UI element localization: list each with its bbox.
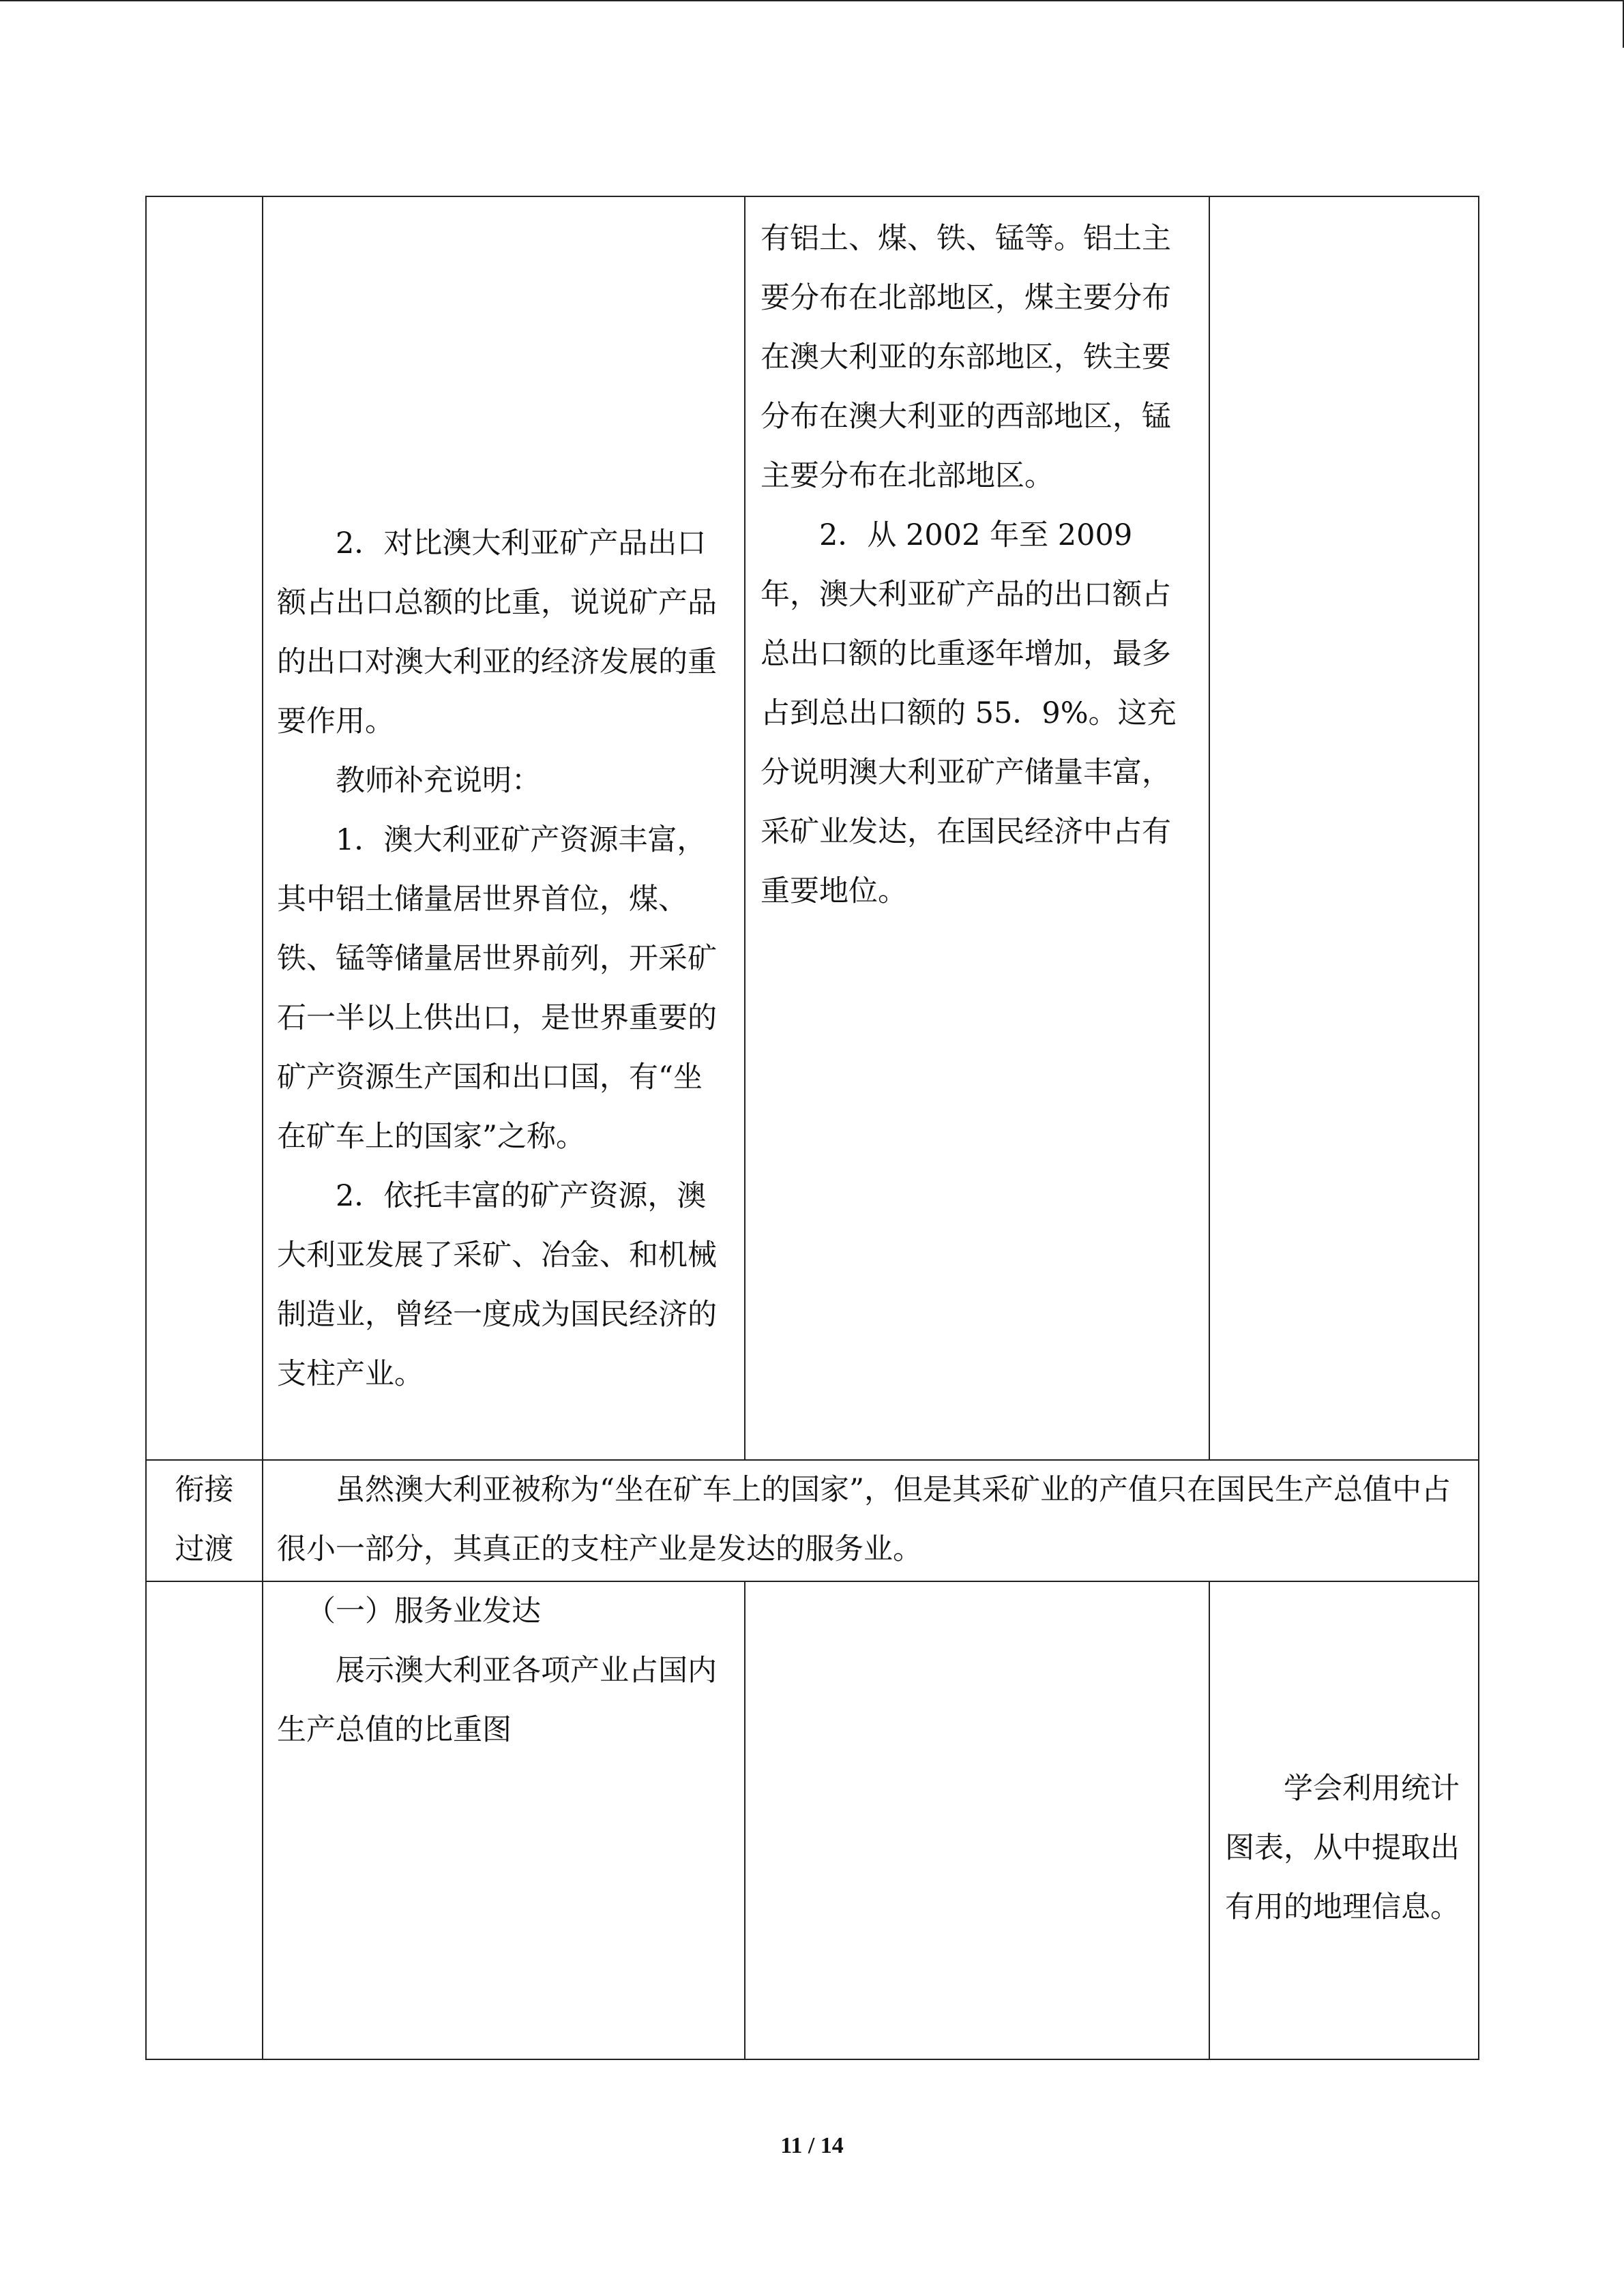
section-label-cell	[146, 1581, 263, 2059]
teacher-paragraph: 教师补充说明：	[336, 764, 541, 798]
section-heading: （一）服务业发达	[306, 1594, 541, 1628]
lesson-plan-table	[145, 196, 1479, 2060]
page-number: 11 / 14	[780, 2133, 844, 2158]
table-row	[146, 196, 1479, 1460]
teacher-paragraph: 展示澳大利亚各项产业占国内生产总值的比重图	[277, 1654, 717, 1747]
student-activity-cell	[745, 1581, 1209, 2059]
transition-cell	[263, 1460, 1479, 1581]
section-label-cell	[146, 1460, 263, 1581]
section-label: 衔接	[175, 1473, 234, 1507]
teacher-paragraph: 1．澳大利亚矿产资源丰富，其中铝土储量居世界首位，煤、铁、锰等储量居世界前列，开采矿石一半以上供出口，是世界重要的矿产资源生产国和出口国，有“坐在矿车上的国家”之称。	[277, 823, 717, 1154]
section-label-cell	[146, 196, 263, 1460]
teacher-paragraph: 2．对比澳大利亚矿产品出口额占出口总额的比重，说说矿产品的出口对澳大利亚的经济发展的重要作用。	[277, 526, 717, 739]
student-activity-cell	[745, 196, 1209, 1460]
table-row	[146, 1460, 1479, 1581]
student-paragraph: 2．从 2002 年至 2009 年，澳大利亚矿产品的出口额占总出口额的比重逐年增加，最多占到总出口额的 55．9%。这充分说明澳大利亚矿产储量丰富，采矿业发达，在国民经济中占有重要地位。	[761, 518, 1177, 908]
design-intent-cell	[1209, 1581, 1479, 2059]
design-intent-cell	[1209, 196, 1479, 1460]
section-label: 过渡	[175, 1532, 234, 1566]
top-border-line	[0, 0, 1624, 1]
table-row	[146, 1581, 1479, 2059]
teacher-activity-cell	[263, 196, 745, 1460]
design-intent-text: 学会利用统计图表，从中提取出有用的地理信息。	[1225, 1772, 1460, 1924]
teacher-paragraph: 2．依托丰富的矿产资源，澳大利亚发展了采矿、冶金、和机械制造业，曾经一度成为国民经济的支柱产业。	[277, 1179, 717, 1391]
transition-text: 虽然澳大利亚被称为“坐在矿车上的国家”，但是其采矿业的产值只在国民生产总值中占很小一部分，其真正的支柱产业是发达的服务业。	[277, 1473, 1451, 1566]
student-paragraph: 有铝土、煤、铁、锰等。铝土主要分布在北部地区，煤主要分布在澳大利亚的东部地区，铁主要分布在澳大利亚的西部地区，锰主要分布在北部地区。	[761, 222, 1171, 493]
teacher-activity-cell	[263, 1581, 745, 2059]
